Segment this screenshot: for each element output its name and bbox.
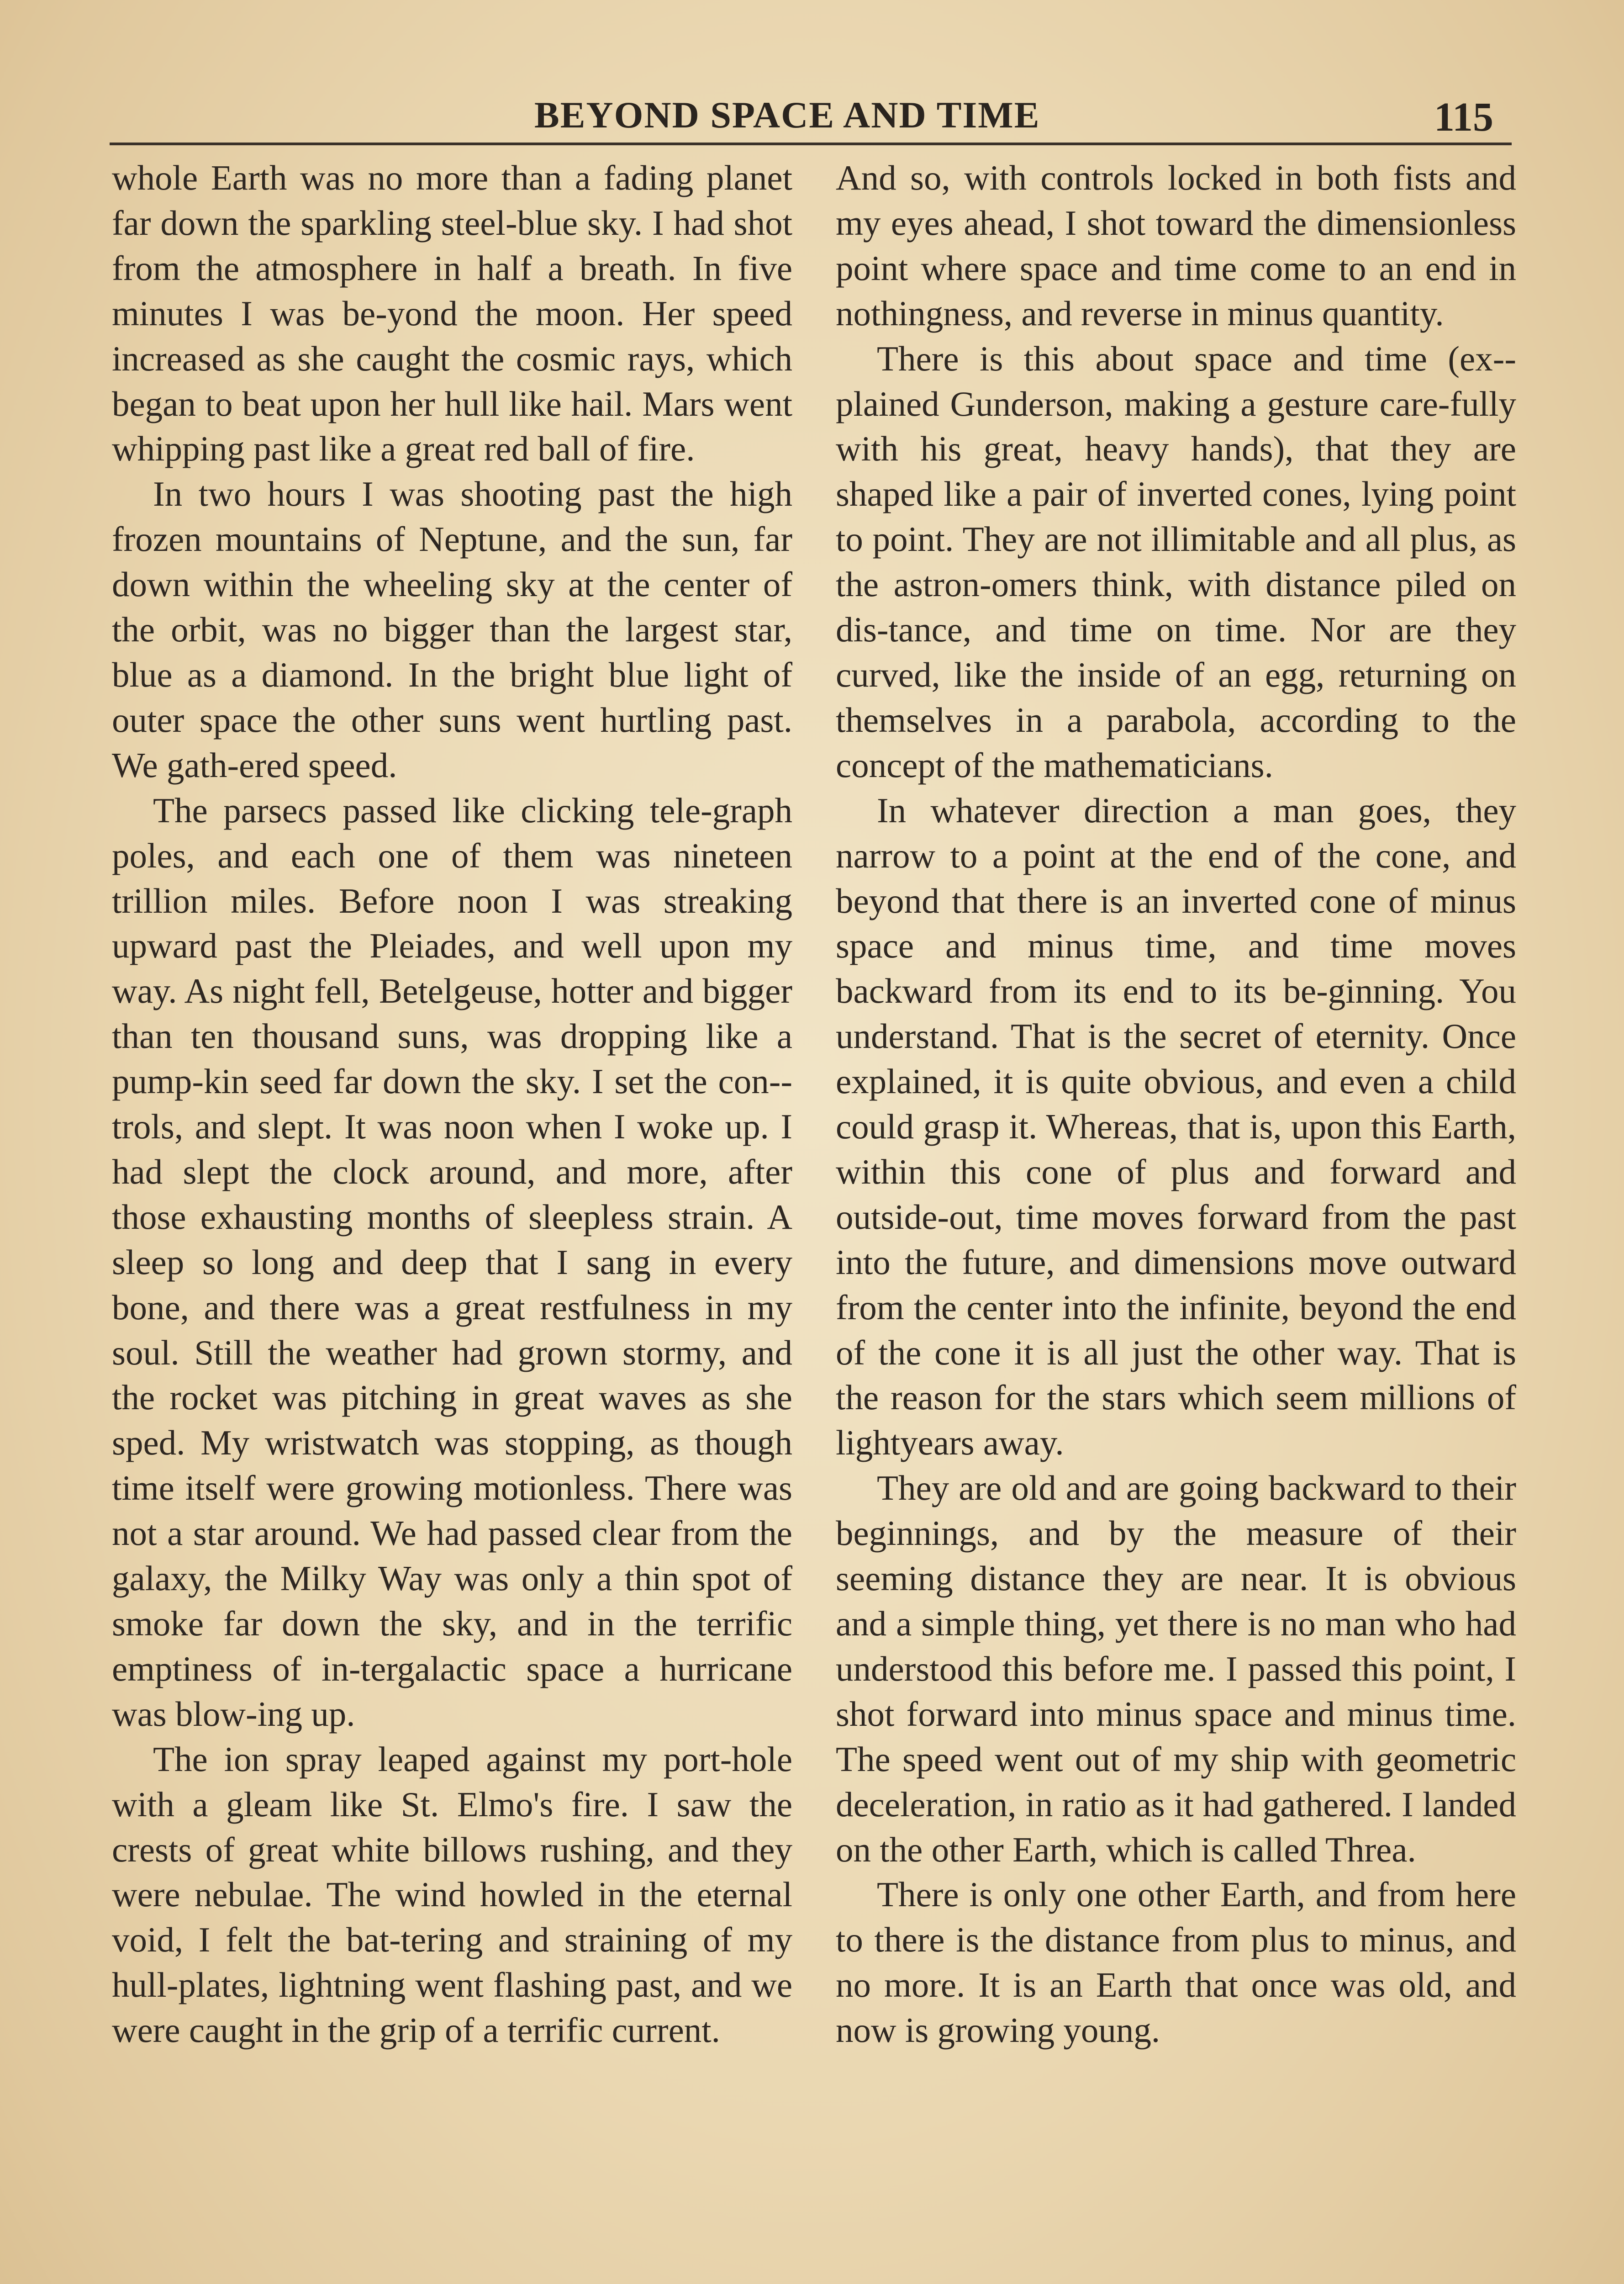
paragraph: The parsecs passed like clicking tele-graph poles, and each one of them was nineteen trillion miles. Before noon I was streaking upward past the Pleiades, and well upon my way. As night fell, Betelgeuse, hotter and bigger than ten thousand suns, was dropping like a pump-kin seed far down the sky. I set the con-trols, and slept. It was noon when I woke up. I had slept the clock around, and more, after those exhausting months of sleepless strain. A sleep so long and deep that I sang in every bone, and there was a great restfulness in my soul. Still the weather had grown stormy, and the rocket was pitching in great waves as she sped. My wristwatch was stopping, as though time itself were growing motionless. There was not a star around. We had passed clear from the galaxy, the Milky Way was only a thin spot of smoke far down the sky, and in the terrific emptiness of in-tergalactic space a hurricane was blow-ing up. (112, 790, 792, 1734)
paragraph: whole Earth was no more than a fading planet far down the sparkling steel-blue sky. I had shot from the atmosphere in half a breath. In five minutes I was be-yond the moon. Her speed increased as she caught the cosmic rays, which began to beat upon her hull like hail. Mars went whipping past like a great red ball of fire. (112, 158, 792, 469)
page-header (0, 94, 1624, 144)
page-number: 115 (1434, 95, 1494, 140)
paragraph: They are old and are going backward to their beginnings, and by the measure of their seeming distance they are near. It is obvious and a simple thing, yet there is no man who had understood this before me. I passed this point, I shot forward into minus space and minus time. The speed went out of my ship with geometric deceleration, in ratio as it had gathered. I landed on the other Earth, which is called Threa. (836, 1468, 1516, 1869)
paragraph: There is this about space and time (ex-plained Gunderson, making a gesture care-fully with his great, heavy hands), that they are shaped like a pair of inverted cones, lying point to point. They are not illimitable and all plus, as the astron-omers think, with distance piled on dis-tance, and time on time. Nor are they curved, like the inside of an egg, returning on themselves in a parabola, according to the concept of the mathematicians. (836, 338, 1516, 785)
header-rule (110, 143, 1512, 145)
paragraph: There is only one other Earth, and from here to there is the distance from plus to minus, and no more. It is an Earth that once was old, and now is growing young. (836, 1875, 1516, 2050)
paragraph: The ion spray leaped against my port-hole with a gleam like St. Elmo's fire. I saw the crests of great white billows rushing, and they were nebulae. The wind howled in the eternal void, I felt the bat-tering and straining of my hull-plates, lightning went flashing past, and we were caught in the grip of a terrific current. (112, 1739, 792, 2050)
left-column (112, 155, 792, 2053)
running-title: BEYOND SPACE AND TIME (534, 94, 1040, 136)
paragraph: And so, with controls locked in both fists and my eyes ahead, I shot toward the dimensionless point where space and time come to an end in nothingness, and reverse in minus quantity. (836, 158, 1516, 333)
paragraph: In two hours I was shooting past the high frozen mountains of Neptune, and the sun, far down within the wheeling sky at the center of the orbit, was no bigger than the largest star, blue as a diamond. In the bright blue light of outer space the other suns went hurtling past. We gath-ered speed. (112, 474, 792, 785)
right-column (836, 155, 1516, 2053)
paragraph: In whatever direction a man goes, they narrow to a point at the end of the cone, and beyond that there is an inverted cone of minus space and minus time, and time moves backward from its end to its be-ginning. You understand. That is the secret of eternity. Once explained, it is quite obvious, and even a child could grasp it. Whereas, that is, upon this Earth, within this cone of plus and forward and outside-out, time moves forward from the past into the future, and dimensions move outward from the center into the infinite, beyond the end of the cone it is all just the other way. That is the reason for the stars which seem millions of lightyears away. (836, 790, 1516, 1463)
